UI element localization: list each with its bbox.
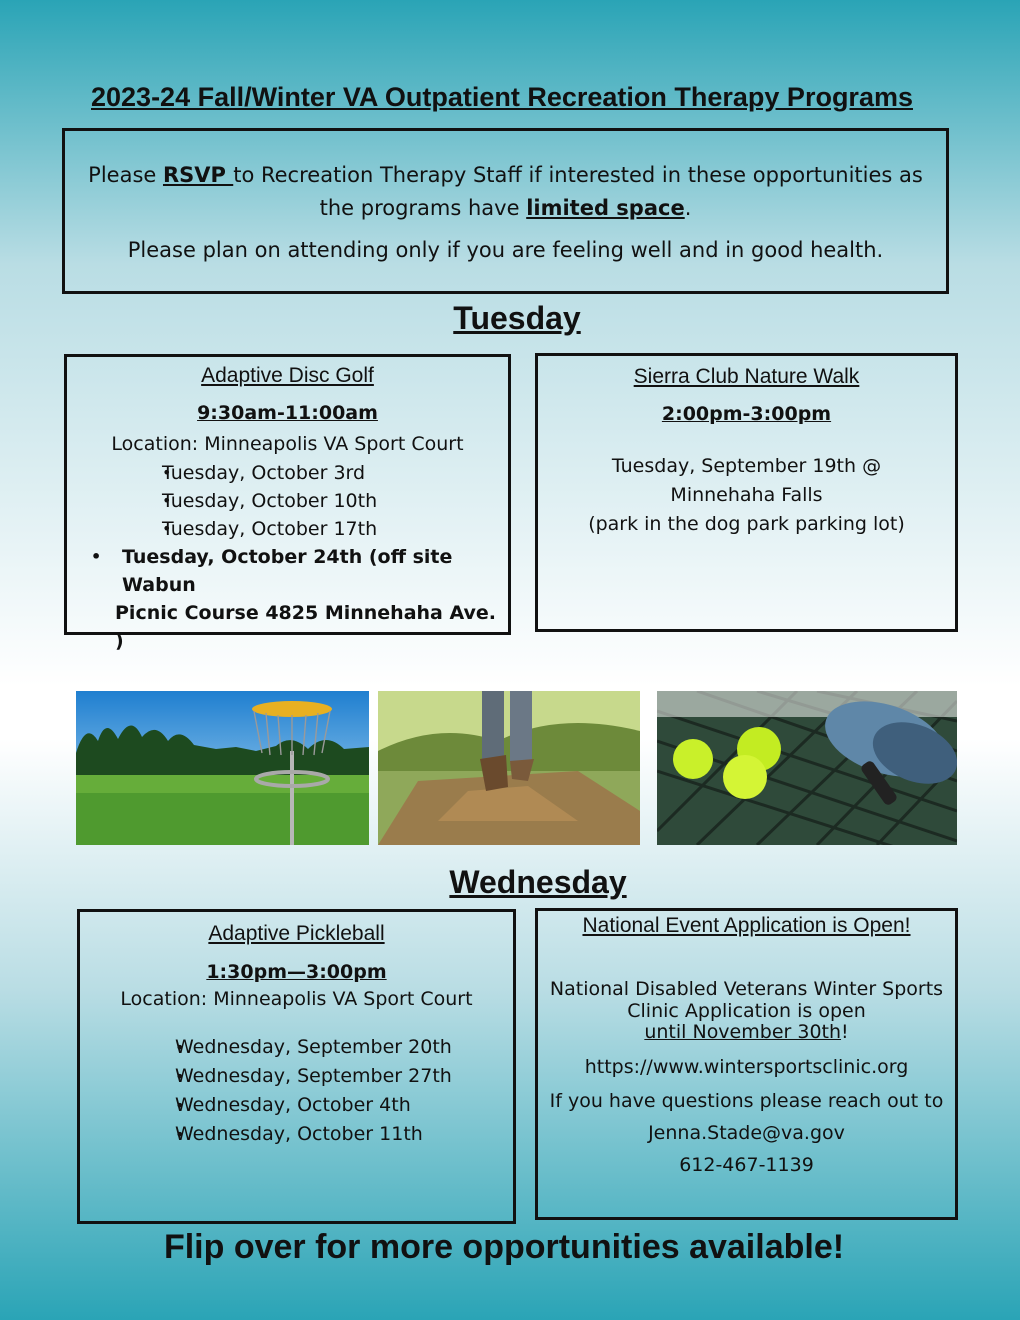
pickleball-photo bbox=[657, 691, 957, 845]
flip-over-banner: Flip over for more opportunities available! bbox=[163, 1228, 845, 1266]
national-event-deadline: until November 30th! bbox=[644, 1021, 849, 1043]
pickleball-time: 1:30pm—3:00pm bbox=[206, 961, 387, 983]
disc-golf-card bbox=[64, 354, 511, 652]
rsvp-line-2: the programs have limited space. bbox=[319, 196, 692, 220]
list-item: • Wednesday, October 11th bbox=[80, 1120, 513, 1149]
nature-walk-title: Sierra Club Nature Walk bbox=[633, 365, 860, 388]
list-item: • Tuesday, October 10th bbox=[67, 487, 508, 515]
disc-golf-photo bbox=[76, 691, 369, 845]
rsvp-emphasis: RSVP bbox=[162, 163, 234, 187]
contact-phone: 612-467-1139 bbox=[679, 1154, 814, 1176]
pickleball-title: Adaptive Pickleball bbox=[208, 922, 385, 945]
disc-golf-dates bbox=[67, 459, 508, 543]
nature-walk-parking: (park in the dog park parking lot) bbox=[588, 513, 905, 535]
list-item: • Wednesday, September 20th bbox=[80, 1033, 513, 1062]
national-event-line-1: National Disabled Veterans Winter Sports bbox=[549, 978, 944, 1000]
rsvp-line-1: Please RSVP to Recreation Therapy Staff if interested in these opportunities as bbox=[88, 163, 923, 187]
nature-walk-date: Tuesday, September 19th @ bbox=[611, 455, 882, 477]
list-item: • Tuesday, October 17th bbox=[67, 515, 508, 543]
wednesday-heading: Wednesday bbox=[449, 864, 627, 900]
health-notice: Please plan on attending only if you are feeling well and in good health. bbox=[127, 238, 884, 262]
list-item: • Tuesday, October 3rd bbox=[67, 459, 508, 487]
page-title: 2023-24 Fall/Winter VA Outpatient Recreation Therapy Programs bbox=[91, 82, 913, 112]
national-event-card bbox=[535, 908, 958, 1220]
pickleball-location: Location: Minneapolis VA Sport Court bbox=[120, 988, 473, 1010]
contact-email[interactable]: Jenna.Stade@va.gov bbox=[648, 1122, 845, 1144]
pickleball-dates bbox=[80, 1033, 513, 1149]
disc-golf-location: Location: Minneapolis VA Sport Court bbox=[111, 433, 464, 455]
pickleball-card bbox=[77, 909, 516, 1224]
disc-golf-time: 9:30am-11:00am bbox=[197, 402, 378, 424]
disc-golf-offsite-address: Picnic Course 4825 Minnehaha Ave. ) bbox=[115, 602, 497, 652]
list-item: • Wednesday, September 27th bbox=[80, 1062, 513, 1091]
tuesday-heading: Tuesday bbox=[453, 300, 581, 336]
nature-walk-card bbox=[535, 353, 958, 632]
national-event-line-2: Clinic Application is open bbox=[627, 1000, 866, 1022]
national-event-url[interactable]: https://www.wintersportsclinic.org bbox=[584, 1056, 909, 1078]
national-event-questions: If you have questions please reach out to bbox=[549, 1090, 944, 1112]
list-item: • Wednesday, October 4th bbox=[80, 1091, 513, 1120]
nature-walk-photo bbox=[378, 691, 640, 845]
nature-walk-time: 2:00pm-3:00pm bbox=[661, 403, 832, 425]
disc-golf-offsite-date: • Tuesday, October 24th (off site Wabun bbox=[91, 546, 453, 596]
disc-golf-title: Adaptive Disc Golf bbox=[201, 364, 374, 387]
rsvp-notice-box bbox=[62, 128, 949, 294]
limited-space-emphasis: limited space bbox=[526, 196, 685, 220]
nature-walk-place: Minnehaha Falls bbox=[670, 484, 823, 506]
national-event-title: National Event Application is Open! bbox=[582, 914, 911, 937]
